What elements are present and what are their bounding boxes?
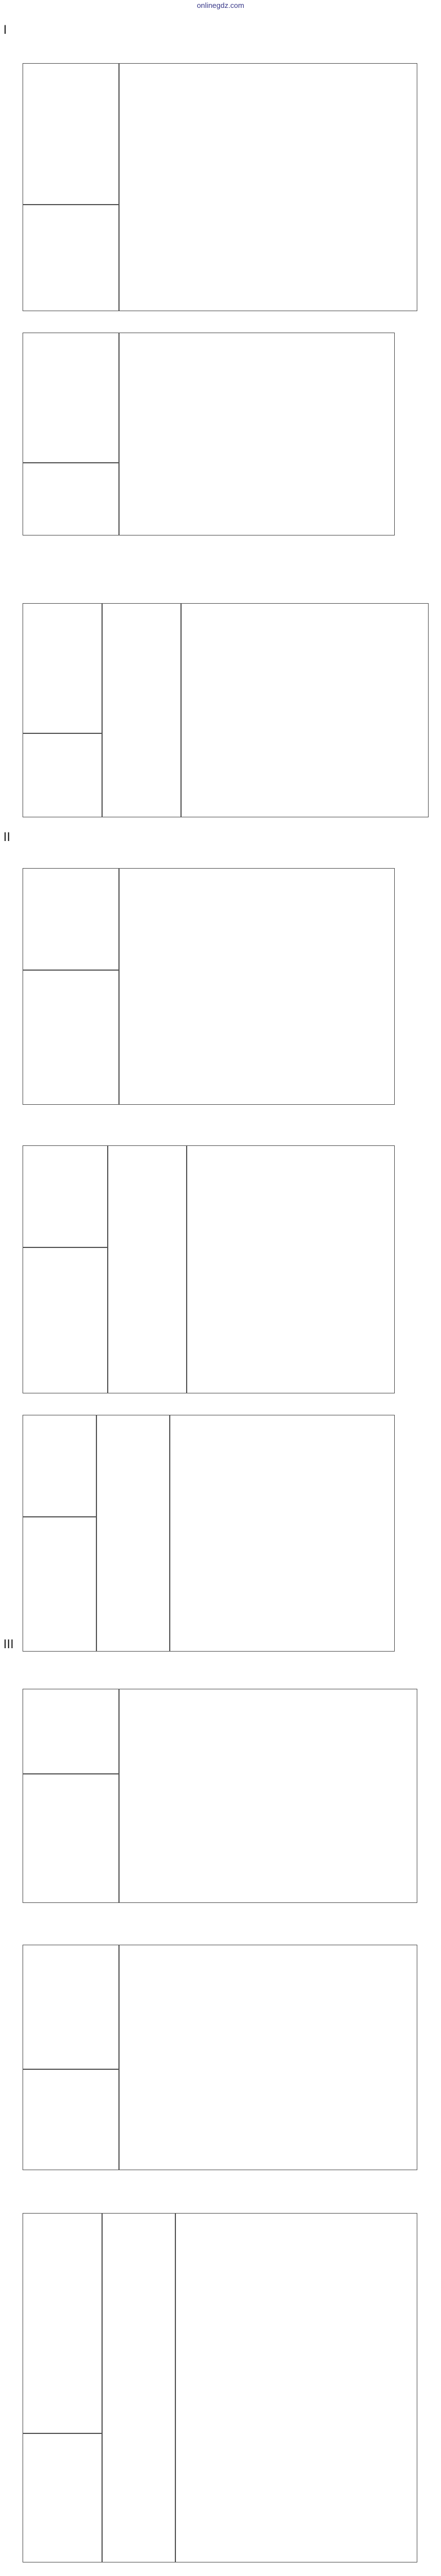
row-divider (23, 204, 118, 205)
column-divider (118, 333, 120, 535)
column-divider (118, 868, 120, 1105)
column-divider (169, 1415, 170, 1652)
problem-box (23, 1689, 417, 1903)
row-divider (23, 462, 118, 463)
column-divider (102, 603, 103, 817)
column-divider (186, 1145, 187, 1393)
problem-box (23, 603, 429, 817)
column-divider (118, 1689, 120, 1903)
column-divider (118, 1945, 120, 2170)
section-heading: III (3, 1637, 14, 1651)
section-heading: II (3, 830, 11, 844)
row-divider (23, 2069, 118, 2070)
problem-box (23, 2213, 417, 2562)
column-divider (180, 603, 182, 817)
problem-box (23, 63, 417, 311)
column-divider (96, 1415, 97, 1652)
row-divider (23, 1773, 118, 1774)
problem-box (23, 1145, 395, 1393)
column-divider (102, 2213, 103, 2562)
column-divider (118, 63, 120, 311)
site-header[interactable]: onlinegdz.com (197, 1, 244, 10)
row-divider (23, 970, 118, 971)
problem-box (23, 333, 395, 535)
row-divider (23, 1247, 107, 1248)
column-divider (107, 1145, 108, 1393)
problem-box (23, 868, 395, 1105)
problem-box (23, 1945, 417, 2170)
column-divider (175, 2213, 176, 2562)
section-heading: I (3, 23, 7, 37)
row-divider (23, 2433, 102, 2434)
row-divider (23, 1516, 96, 1517)
problem-box (23, 1415, 395, 1652)
row-divider (23, 733, 102, 734)
